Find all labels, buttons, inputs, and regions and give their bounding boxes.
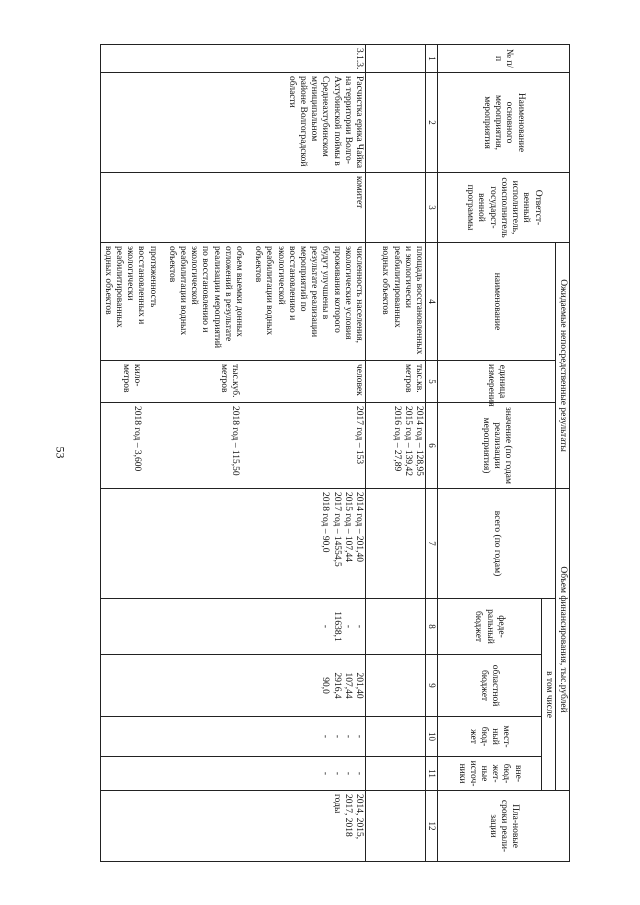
header-results-group: Ожидаемые непосредственные результаты <box>555 243 569 489</box>
fin-local-value: - <box>353 734 364 739</box>
result-name: протяженность восстановленных и экологически реабилитированных водных объектов <box>102 246 158 328</box>
result-values <box>365 403 425 489</box>
result-unit: кило-метров <box>120 364 142 393</box>
header-result-name: наименование <box>437 243 555 361</box>
fin-extrabudget-value: - <box>331 771 342 776</box>
fin-local-value: - <box>331 734 342 739</box>
page-number: 53 <box>53 446 68 459</box>
col-number: 8 <box>425 599 437 655</box>
fin-federal-value: - <box>320 624 331 629</box>
result-values <box>100 403 365 489</box>
plan-years: 2014, 2015, 2017, 2018 годы <box>100 791 365 862</box>
result-name: объем выемки донных отложений в результате реализации мероприятий по восстановлению и экологической реабилитации водных объектов <box>166 246 244 349</box>
result-unit: тыс.кв. метров <box>365 361 425 403</box>
row-executor: комитет <box>100 173 365 243</box>
header-fin-regional: областной бюджет <box>437 655 541 717</box>
fin-regional <box>365 655 425 717</box>
header-fin-including: в том числе <box>541 599 555 791</box>
header-plan: Пла-новые сроки реали-зации <box>437 791 569 862</box>
fin-local <box>100 717 365 757</box>
fin-total-value: 2014 год – 201,40 <box>353 492 364 562</box>
fin-federal <box>365 599 425 655</box>
result-unit: человек <box>353 364 364 396</box>
fin-local <box>365 717 425 757</box>
program-table <box>100 44 570 862</box>
result-name: численность населения, экологические условия проживания которого будут улучшены в результате реализации мероприятий по восстановлению и экологической реабилитации водных объектов <box>253 246 364 343</box>
header-fin-local: мест-ный бюд-жет <box>437 717 541 757</box>
row-num: 3.1.3. <box>100 45 365 73</box>
header-fin-total: всего (по годам) <box>437 489 555 599</box>
col-number: 9 <box>425 655 437 717</box>
fin-federal-value: - <box>353 624 364 629</box>
header-fin-extrabudget: вне-бюд-жет-ные источ-ники <box>437 757 541 791</box>
fin-regional-value: 2916,4 <box>331 672 342 699</box>
fin-total-value: 2018 год – 90,0 <box>320 492 331 553</box>
fin-total-value: 2015 год – 107,44 <box>342 492 353 562</box>
header-finance-group: Объем финансирования, тыс.рублей <box>555 489 569 791</box>
col-number: 5 <box>425 361 437 403</box>
row-name: Расчистка ерика Чайка на территории Волго-Ахтубинской поймы в Среднеахтубинском муниципальном районе Волгоградской области <box>100 73 365 173</box>
fin-total-value: 2017 год – 14554,5 <box>331 492 342 567</box>
fin-federal-value: - <box>342 624 353 629</box>
col-number: 10 <box>425 717 437 757</box>
row-name <box>365 73 425 173</box>
fin-federal <box>100 599 365 655</box>
header-executor: Ответст-венный исполнитель, соисполнитель государст-венной программы <box>437 173 569 243</box>
row-executor <box>365 173 425 243</box>
fin-regional-value: 107,44 <box>342 672 353 699</box>
header-num: № п/п <box>437 45 569 73</box>
result-units <box>100 361 365 403</box>
result-value: 2018 год – 115,50 <box>229 406 240 476</box>
result-value: 2014 год – 128,95 <box>413 406 424 476</box>
col-number: 3 <box>425 173 437 243</box>
plan-years <box>365 791 425 862</box>
fin-extrabudget <box>365 757 425 791</box>
result-unit: тыс.куб. метров <box>218 364 240 398</box>
result-value: 2015 год – 139,42 <box>402 406 413 476</box>
rotated-table-frame <box>102 44 570 861</box>
col-number: 7 <box>425 489 437 599</box>
result-value: 2017 год – 153 <box>353 406 364 465</box>
fin-regional <box>100 655 365 717</box>
result-name: площадь восстановленных и экологически реабилитированных водных объектов <box>365 243 425 361</box>
column-number-row <box>425 45 437 862</box>
fin-total <box>100 489 365 599</box>
fin-local-value: - <box>320 734 331 739</box>
fin-federal-value: 11638,1 <box>331 611 342 642</box>
fin-regional-value: 90,0 <box>320 677 331 694</box>
col-number: 6 <box>425 403 437 489</box>
col-number: 1 <box>425 45 437 73</box>
header-result-value: значение (по годам реализации мероприятия) <box>437 403 555 489</box>
col-number: 11 <box>425 757 437 791</box>
col-number: 4 <box>425 243 437 361</box>
fin-extrabudget-value: - <box>353 771 364 776</box>
header-name: Наименование основного мероприятия, мероприятия <box>437 73 569 173</box>
table-container <box>102 44 570 861</box>
fin-regional-value: 201,40 <box>353 672 364 699</box>
result-names <box>100 243 365 361</box>
fin-extrabudget-value: - <box>342 771 353 776</box>
fin-extrabudget-value: - <box>320 771 331 776</box>
table-row <box>365 45 425 862</box>
result-value: 2018 год – 3,600 <box>131 406 142 472</box>
result-value: 2016 год – 27,89 <box>391 406 402 472</box>
col-number: 12 <box>425 791 437 862</box>
fin-extrabudget <box>100 757 365 791</box>
fin-local-value: - <box>342 734 353 739</box>
header-fin-federal: феде-ральный бюджет <box>437 599 541 655</box>
col-number: 2 <box>425 73 437 173</box>
header-result-unit: единица измерения <box>437 361 555 403</box>
table-row <box>100 45 365 862</box>
row-num <box>365 45 425 73</box>
fin-total <box>365 489 425 599</box>
